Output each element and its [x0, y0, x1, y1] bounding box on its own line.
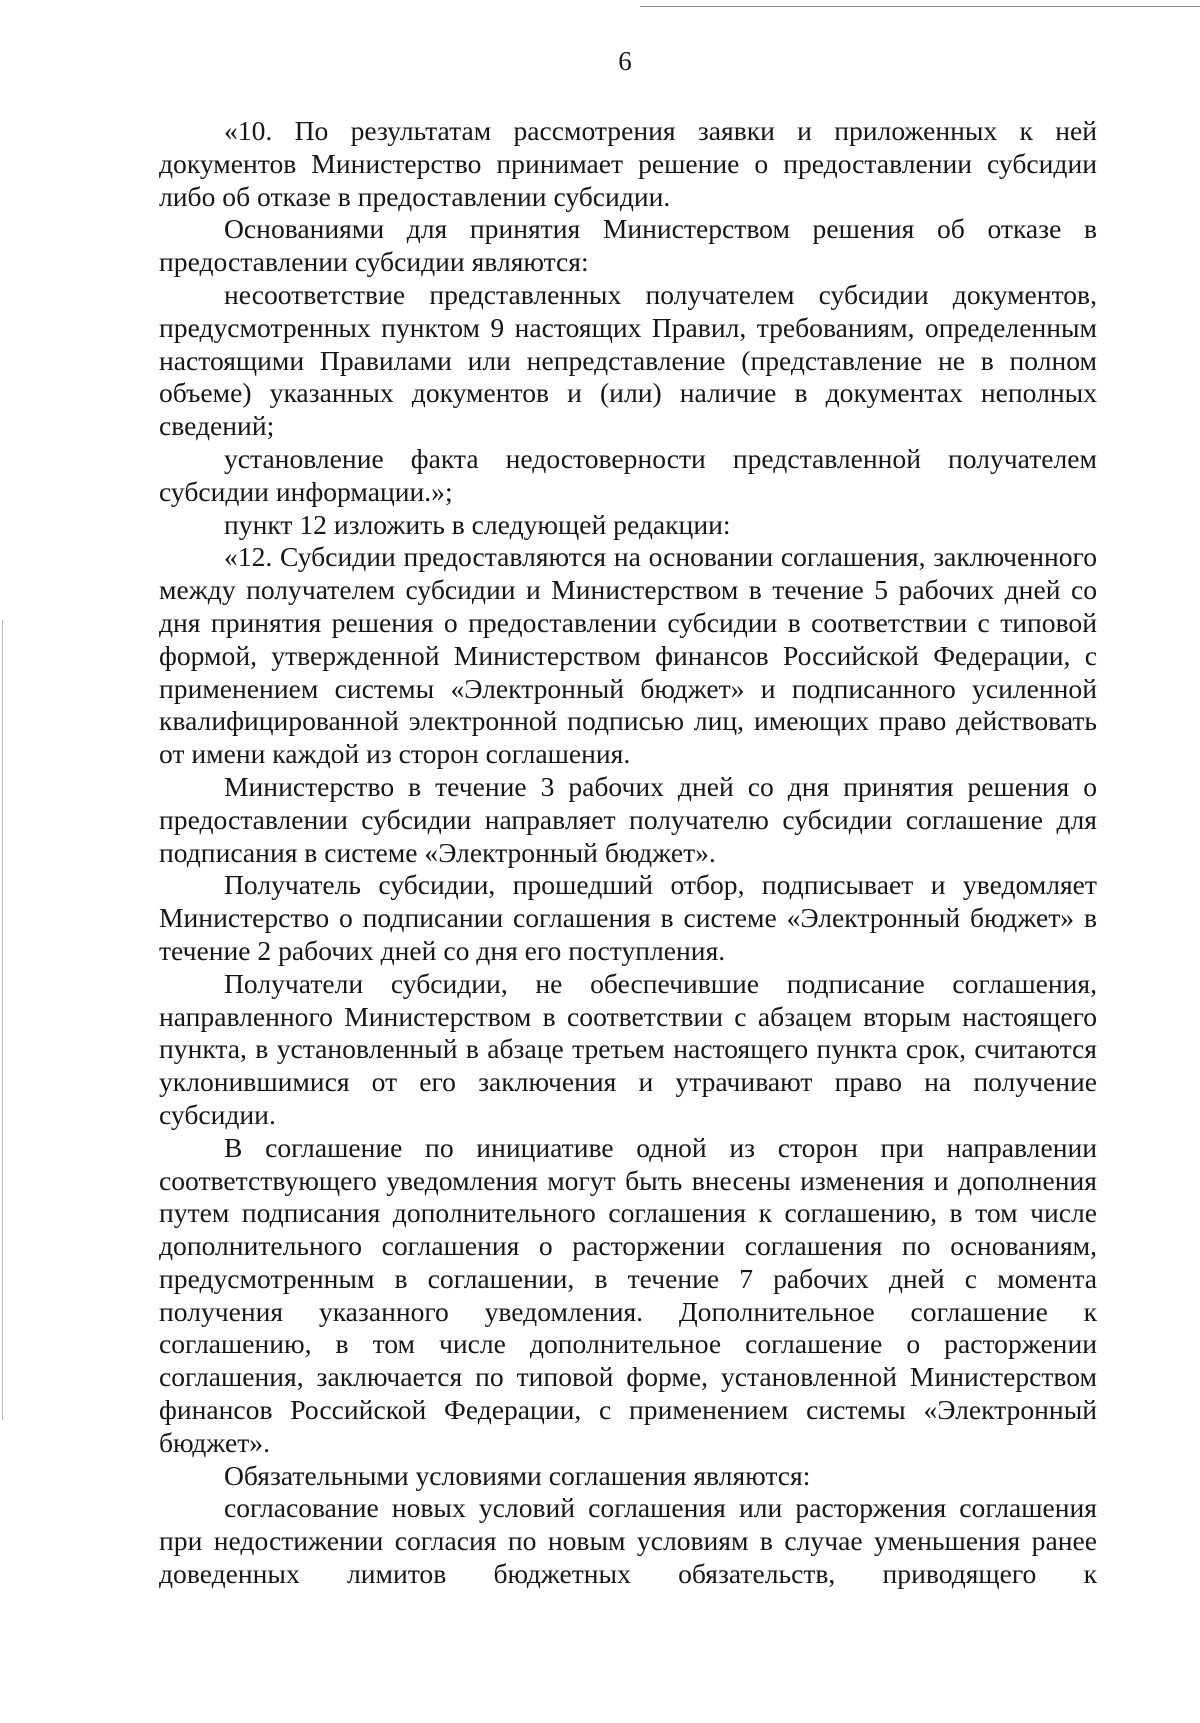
paragraph: «12. Субсидии предоставляются на основании соглашения, заключенного между получателем субсидии и Министерством в течение 5 рабочих дней со дня принятия решения о предоставлении субсидии в соответствии с типовой формой, утвержденной Министерством финансов Российской Федерации, с применением системы «Электронный бюджет» и подписанного усиленной квалифицированной электронной подписью лиц, имеющих право действовать от имени каждой из сторон соглашения. — [159, 541, 1097, 770]
paragraph: Министерство в течение 3 рабочих дней со дня принятия решения о предоставлении субсидии направляет получателю субсидии соглашение для подписания в системе «Электронный бюджет». — [159, 770, 1097, 868]
page-number: 6 — [618, 46, 632, 76]
paragraph: Основаниями для принятия Министерством решения об отказе в предоставлении субсидии являются: — [159, 213, 1097, 278]
paragraph: «10. По результатам рассмотрения заявки и приложенных к ней документов Министерство принимает решение о предоставлении субсидии либо об отказе в предоставлении субсидии. — [159, 115, 1097, 212]
paragraph: несоответствие представленных получателем субсидии документов, предусмотренных пунктом 9 настоящих Правил, требованиям, определенным настоящими Правилами или непредставление (представление не в полном объеме) указанных документов и (или) наличие в документах неполных сведений; — [159, 278, 1097, 442]
paragraph: установление факта недостоверности представленной получателем субсидии информации.»; — [159, 442, 1097, 507]
scan-edge-left — [2, 620, 3, 1420]
paragraph: Получатель субсидии, прошедший отбор, подписывает и уведомляет Министерство о подписании соглашения в системе «Электронный бюджет» в течение 2 рабочих дней со дня его поступления. — [159, 869, 1097, 966]
paragraph: Получатели субсидии, не обеспечившие подписание соглашения, направленного Министерством в соответствии с абзацем вторым настоящего пункта, в установленный в абзаце третьем настоящего пункта срок, считаются уклонившимися от его заключения и утрачивают право на получение субсидии. — [159, 967, 1097, 1130]
paragraph: пункт 12 изложить в следующей редакции: — [224, 508, 731, 540]
paragraph: В соглашение по инициативе одной из сторон при направлении соответствующего уведомления могут быть внесены изменения и дополнения путем подписания дополнительного соглашения к соглашению, в том числе дополнительного соглашения о расторжении соглашения по основаниям, предусмотренным в соглашении, в течение 7 рабочих дней с момента получения указанного уведомления. Дополнительное соглашение к соглашению, в том числе дополнительное соглашение о расторжении соглашения, заключается по типовой форме, установленной Министерством финансов Российской Федерации, с применением системы «Электронный бюджет». — [159, 1131, 1097, 1458]
paragraph: согласование новых условий соглашения или расторжения соглашения при недостижении согласия по новым условиям в случае уменьшения ранее доведенных лимитов бюджетных обязательств, приводящего к — [159, 1492, 1097, 1590]
paragraph: Обязательными условиями соглашения являются: — [224, 1459, 811, 1491]
scan-edge-top — [640, 6, 1200, 7]
document-body — [159, 115, 1097, 1591]
